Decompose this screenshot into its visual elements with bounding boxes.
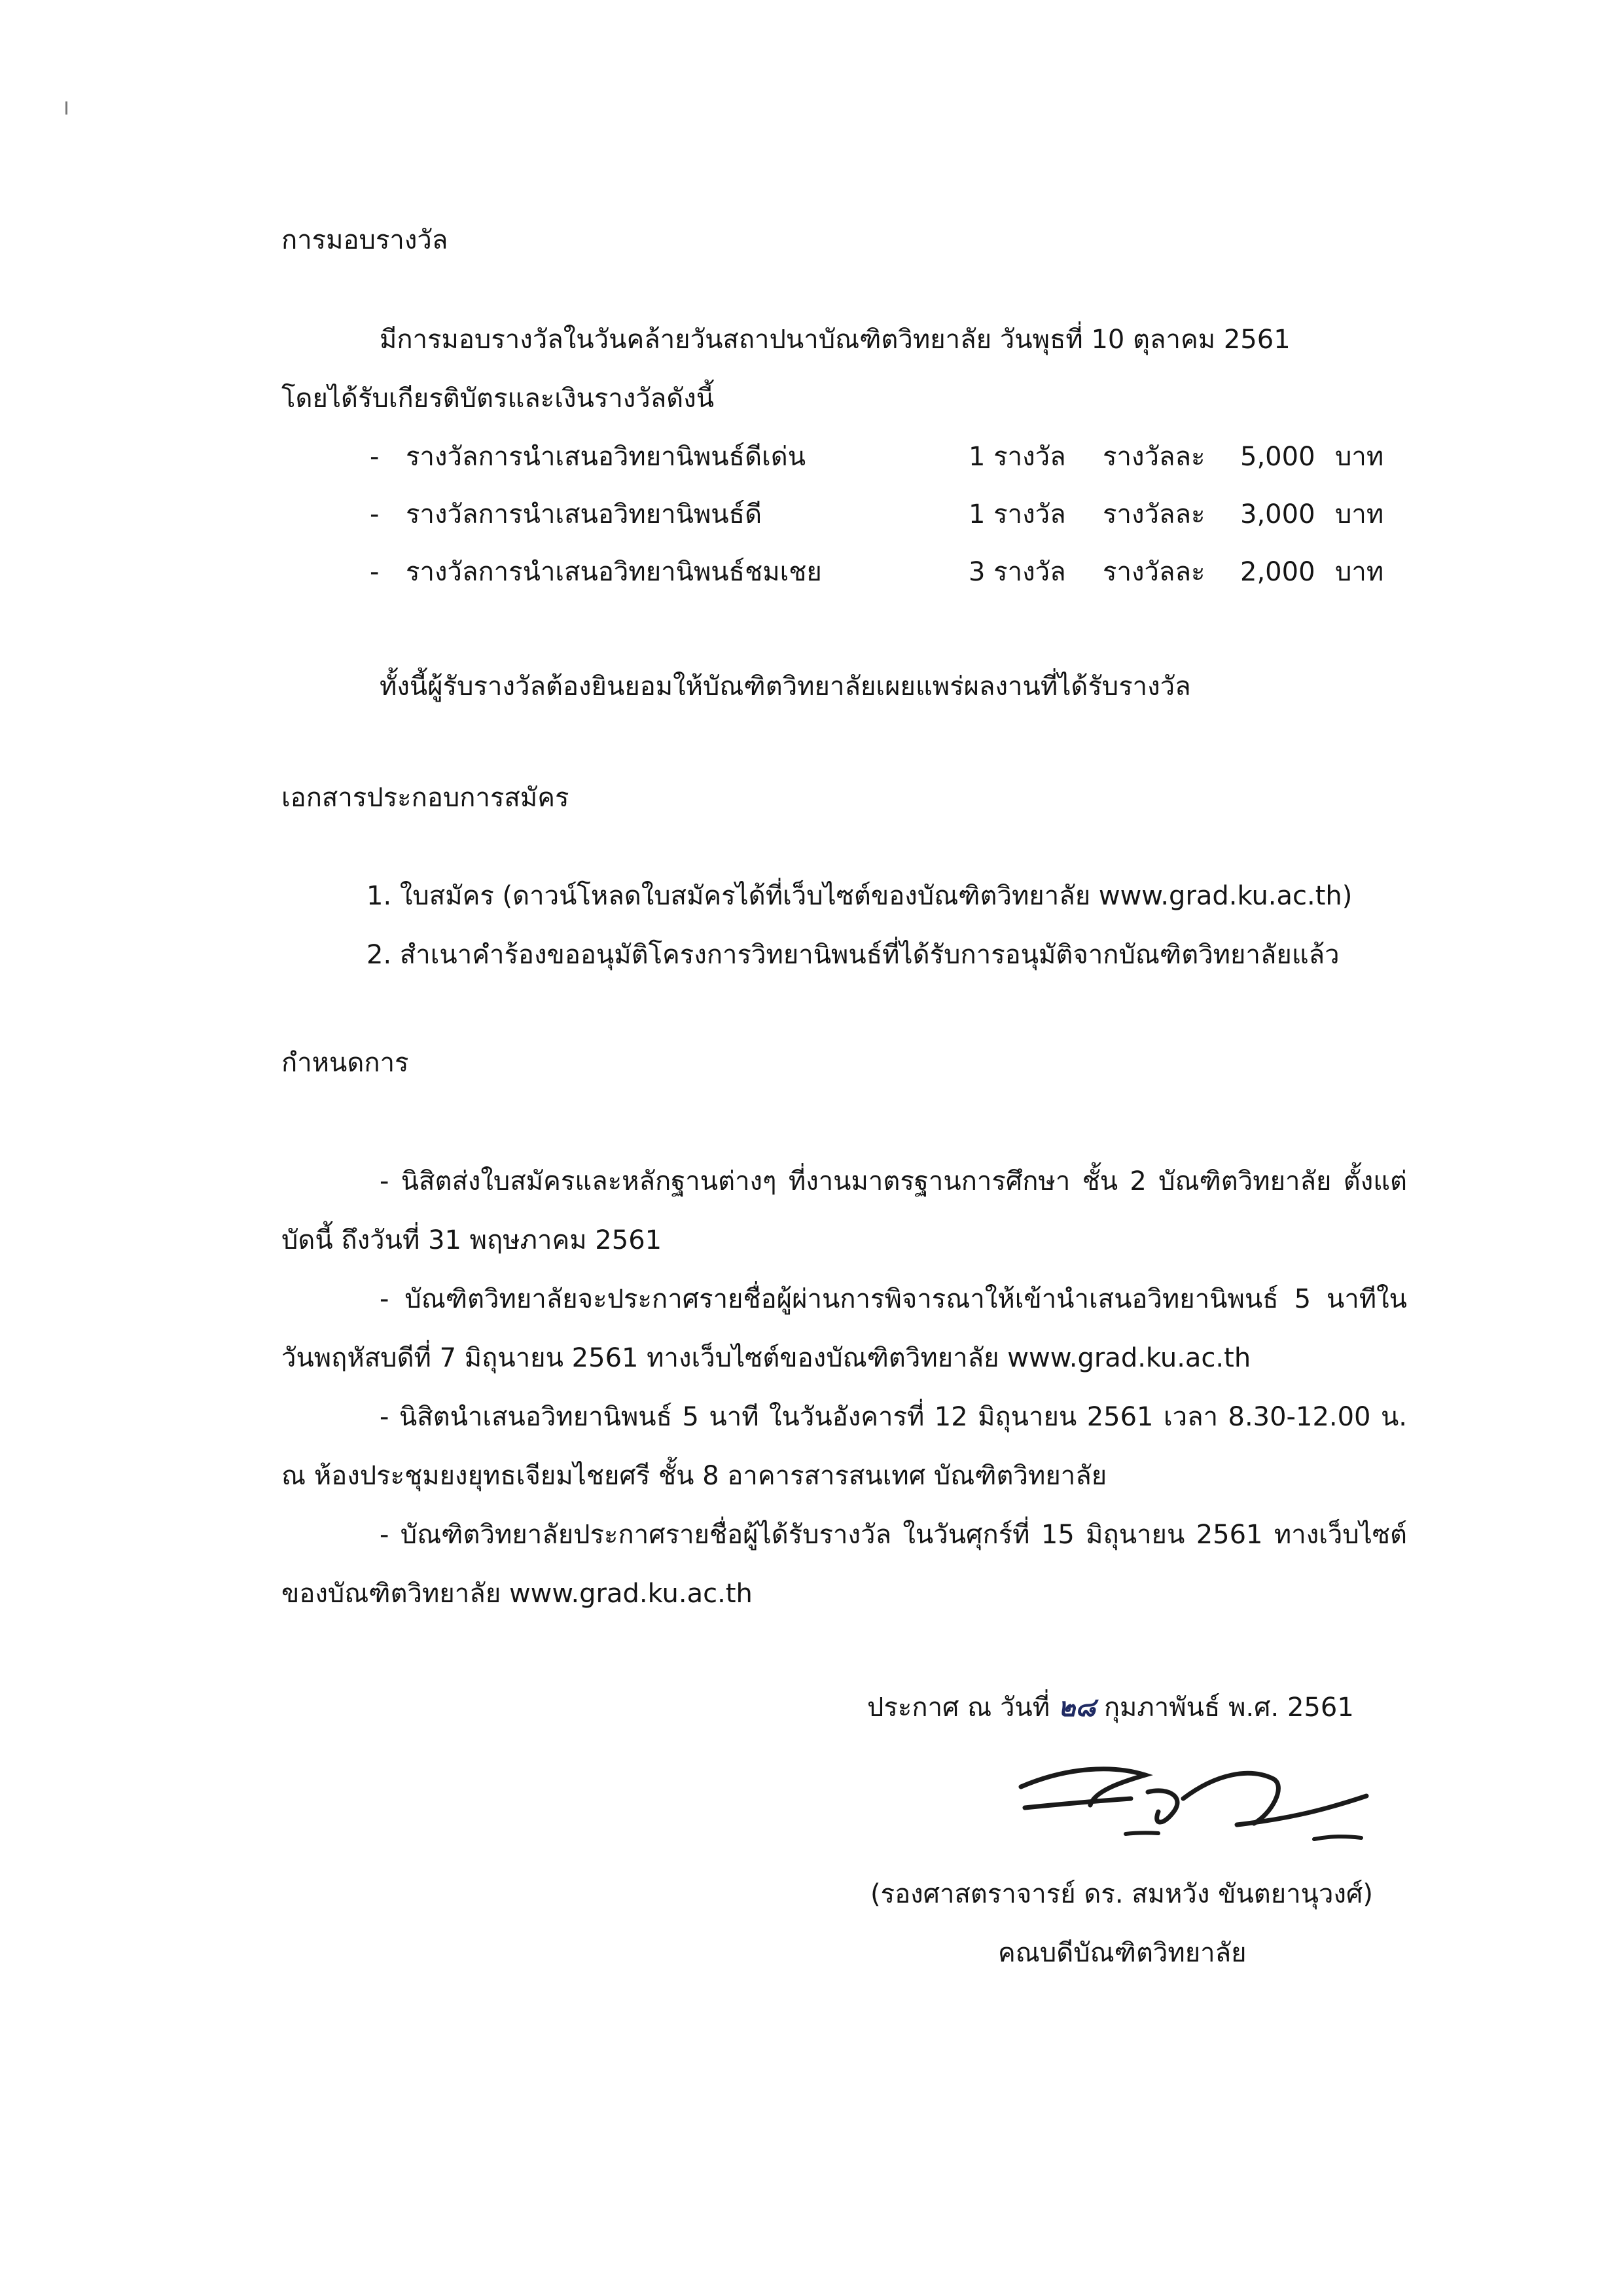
award-count: 1 รางวัล: [969, 499, 1066, 529]
award-row: [370, 553, 1391, 591]
award-amount: 2,000: [1240, 557, 1315, 587]
schedule-item: [281, 1505, 1407, 1623]
handwritten-signature: [1008, 1741, 1400, 1872]
award-count: 1 รางวัล: [969, 442, 1066, 472]
award-per-label: รางวัลละ: [1103, 442, 1205, 472]
schedule-item-text: - บัณฑิตวิทยาลัยประกาศรายชื่อผู้ได้รับรางวัล ในวันศุกร์ที่ 15 มิถุนายน 2561 ทางเว็บไซต์ของบัณฑิตวิทยาลัย www.grad.ku.ac.th: [281, 1520, 1407, 1609]
award-per-label: รางวัลละ: [1103, 557, 1205, 587]
award-unit: บาท: [1335, 557, 1384, 587]
award-unit: บาท: [1335, 499, 1384, 529]
award-name: รางวัลการนำเสนอวิทยานิพนธ์ดีเด่น: [406, 442, 806, 472]
announce-year: พ.ศ. 2561: [1228, 1693, 1354, 1723]
award-count: 3 รางวัล: [969, 557, 1066, 587]
schedule-item: [281, 1270, 1407, 1388]
announce-day: ๒๘: [1058, 1693, 1096, 1723]
document-item: 2. สำเนาคำร้องขออนุมัติโครงการวิทยานิพนธ์ที่ได้รับการอนุมัติจากบัณฑิตวิทยาลัยแล้ว: [366, 940, 1340, 970]
schedule-item-text: - บัณฑิตวิทยาลัยจะประกาศรายชื่อผู้ผ่านการพิจารณาให้เข้านำเสนอวิทยานิพนธ์ 5 นาทีในวันพฤหัสบดีที่ 7 มิถุนายน 2561 ทางเว็บไซต์ของบัณฑิตวิทยาลัย www.grad.ku.ac.th: [281, 1284, 1407, 1373]
schedule-item: [281, 1388, 1407, 1505]
scan-mark: [65, 101, 67, 115]
award-amount: 5,000: [1240, 442, 1315, 472]
announce-month: กุมภาพันธ์: [1103, 1693, 1221, 1723]
schedule-heading: กำหนดการ: [281, 1048, 409, 1078]
awards-consent: ทั้งนี้ผู้รับรางวัลต้องยินยอมให้บัณฑิตวิทยาลัยเผยแพร่ผลงานที่ได้รับรางวัล: [380, 672, 1191, 702]
signer-name: (รองศาสตราจารย์ ดร. สมหวัง ขันตยานุวงศ์): [870, 1879, 1374, 1909]
announce-prefix: ประกาศ ณ วันที่: [867, 1693, 1050, 1723]
documents-heading: เอกสารประกอบการสมัคร: [281, 783, 569, 813]
award-name: รางวัลการนำเสนอวิทยานิพนธ์ดี: [406, 499, 762, 529]
signer-title: คณบดีบัณฑิตวิทยาลัย: [998, 1938, 1247, 1968]
schedule-item-text: - นิสิตนำเสนอวิทยานิพนธ์ 5 นาที ในวันอังคารที่ 12 มิถุนายน 2561 เวลา 8.30-12.00 น. ณ ห้องประชุมยงยุทธเจียมไชยศรี ชั้น 8 อาคารสารสนเทศ บัณฑิตวิทยาลัย: [281, 1402, 1407, 1491]
award-unit: บาท: [1335, 442, 1384, 472]
award-dash: -: [370, 442, 380, 472]
schedule-item: [281, 1152, 1407, 1270]
document-item: 1. ใบสมัคร (ดาวน์โหลดใบสมัครได้ที่เว็บไซต์ของบัณฑิตวิทยาลัย www.grad.ku.ac.th): [366, 881, 1353, 911]
award-per-label: รางวัลละ: [1103, 499, 1205, 529]
award-amount: 3,000: [1240, 499, 1315, 529]
schedule-item-text: - นิสิตส่งใบสมัครและหลักฐานต่างๆ ที่งานมาตรฐานการศึกษา ชั้น 2 บัณฑิตวิทยาลัย ตั้งแต่บัดนี้ ถึงวันที่ 31 พฤษภาคม 2561: [281, 1166, 1407, 1255]
award-row: [370, 495, 1391, 533]
award-dash: -: [370, 499, 380, 529]
awards-intro-line2: โดยได้รับเกียรติบัตรและเงินรางวัลดังนี้: [281, 384, 715, 414]
award-row: [370, 438, 1391, 476]
announcement-date-line: [867, 1689, 1354, 1727]
award-name: รางวัลการนำเสนอวิทยานิพนธ์ชมเชย: [406, 557, 822, 587]
award-dash: -: [370, 557, 380, 587]
awards-intro-line1: มีการมอบรางวัลในวันคล้ายวันสถาปนาบัณฑิตวิทยาลัย วันพุธที่ 10 ตุลาคม 2561: [380, 325, 1291, 355]
awards-heading: การมอบรางวัล: [281, 225, 448, 255]
